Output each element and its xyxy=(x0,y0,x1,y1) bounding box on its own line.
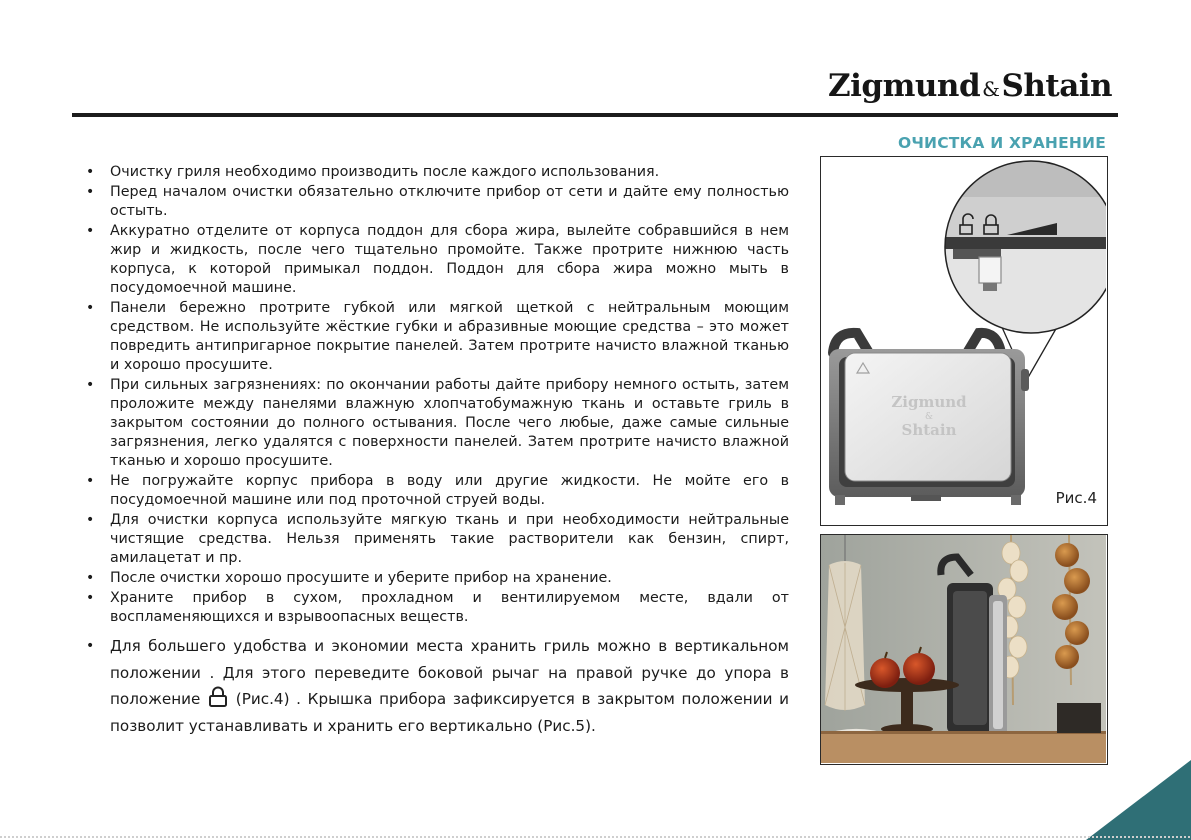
section-title: ОЧИСТКА И ХРАНЕНИЕ xyxy=(897,134,1106,152)
bullet-item xyxy=(86,299,789,375)
bullet-text: Не погружайте корпус прибора в воду или другие жидкости. Не мойте его в посудомоечной машине или под проточной струей воды. xyxy=(110,473,789,508)
bullet-dot: • xyxy=(86,473,95,489)
instructions-list xyxy=(86,163,789,740)
figure-5 xyxy=(820,534,1108,765)
header-rule xyxy=(72,113,1118,117)
bullet-item-vertical-storage xyxy=(86,633,789,739)
bullet-dot: • xyxy=(86,300,95,316)
bullet-text: Для очистки корпуса используйте мягкую ткань и при необходимости нейтральные чистящие средства. Нельзя применять такие растворители как бензин, спирт, амилацетат и пр. xyxy=(110,512,789,566)
bullet-text: При сильных загрязнениях: по окончании работы дайте прибору немного остыть, затем проложите между панелями влажную хлопчатобумажную ткань и оставьте гриль в закрытом состоянии до полного остывания. После чего любые, даже самые сильные загрязнения, легко удалятся с поверхности панелей. Затем протрите начисто влажной тканью и хорошо просушите. xyxy=(110,377,789,469)
corner-decoration xyxy=(1086,760,1191,840)
bullet-item xyxy=(86,163,789,182)
grill-lock-diagram xyxy=(821,157,1106,523)
brand-name-part2: Shtain xyxy=(1001,68,1113,104)
bullet-item xyxy=(86,569,789,588)
figure-4 xyxy=(820,156,1108,526)
bullet-dot: • xyxy=(86,184,95,200)
bullet-text: Очистку гриля необходимо производить после каждого использования. xyxy=(110,164,660,180)
bullet-text: Перед началом очистки обязательно отключите прибор от сети и дайте ему полностью остыть. xyxy=(110,184,789,219)
bullet-item xyxy=(86,183,789,221)
bullet-item xyxy=(86,511,789,568)
bullet-item xyxy=(86,589,789,627)
brand-name-part1: Zigmund xyxy=(828,68,981,104)
bullet-text: После очистки хорошо просушите и уберите прибор на хранение. xyxy=(110,570,612,586)
bullet-dot: • xyxy=(86,512,95,528)
bullet-text-before-icon: Для большего удобства и экономии места хранить гриль можно в вертикальном положении . Для этого переведите боковой рычаг на правой ручке до упора в положение xyxy=(110,637,789,708)
bullet-text: Аккуратно отделите от корпуса поддон для сбора жира, вылейте собравшийся в нем жир и жидкость, после чего тщательно промойте. Также протрите нижнюю часть корпуса, к которой примыкал поддон. Поддон для сбора жира можно мыть в посудомоечной машине. xyxy=(110,223,789,296)
bullet-dot: • xyxy=(86,164,95,180)
bullet-dot: • xyxy=(86,590,95,606)
lid-brand-ampersand: & xyxy=(924,412,934,422)
brand-logo xyxy=(828,68,1118,108)
lid-brand-line2: Shtain xyxy=(901,421,957,439)
brand-ampersand: & xyxy=(982,77,1000,101)
bullet-text: Панели бережно протрите губкой или мягкой щеткой с нейтральным моющим средством. Не используйте жёсткие губки и абразивные моющие средства – это может повредить антипригарное покрытие панелей. Затем протрите начисто влажной тканью и хорошо просушите. xyxy=(110,300,789,373)
bullet-text-after-icon: (Рис.4) . Крышка прибора зафиксируется в закрытом положении и позволит устанавливать и хранить его вертикально (Рис.5). xyxy=(110,690,790,735)
bullet-dot: • xyxy=(86,570,95,586)
bullet-item xyxy=(86,222,789,298)
bullet-text: Храните прибор в сухом, прохладном и вентилируемом месте, вдали от воспламеняющихся и взрывоопасных веществ. xyxy=(110,590,789,625)
footer-dashed-line xyxy=(0,836,1191,838)
lock-icon xyxy=(207,686,229,708)
kitchen-storage-photo xyxy=(821,535,1106,763)
lid-brand-line1: Zigmund xyxy=(891,393,967,411)
bullet-dot: • xyxy=(86,638,95,654)
figure-4-caption: Рис.4 xyxy=(1055,489,1097,507)
bullet-item xyxy=(86,472,789,510)
bullet-item xyxy=(86,376,789,471)
bullet-dot: • xyxy=(86,223,95,239)
bullet-dot: • xyxy=(86,377,95,393)
